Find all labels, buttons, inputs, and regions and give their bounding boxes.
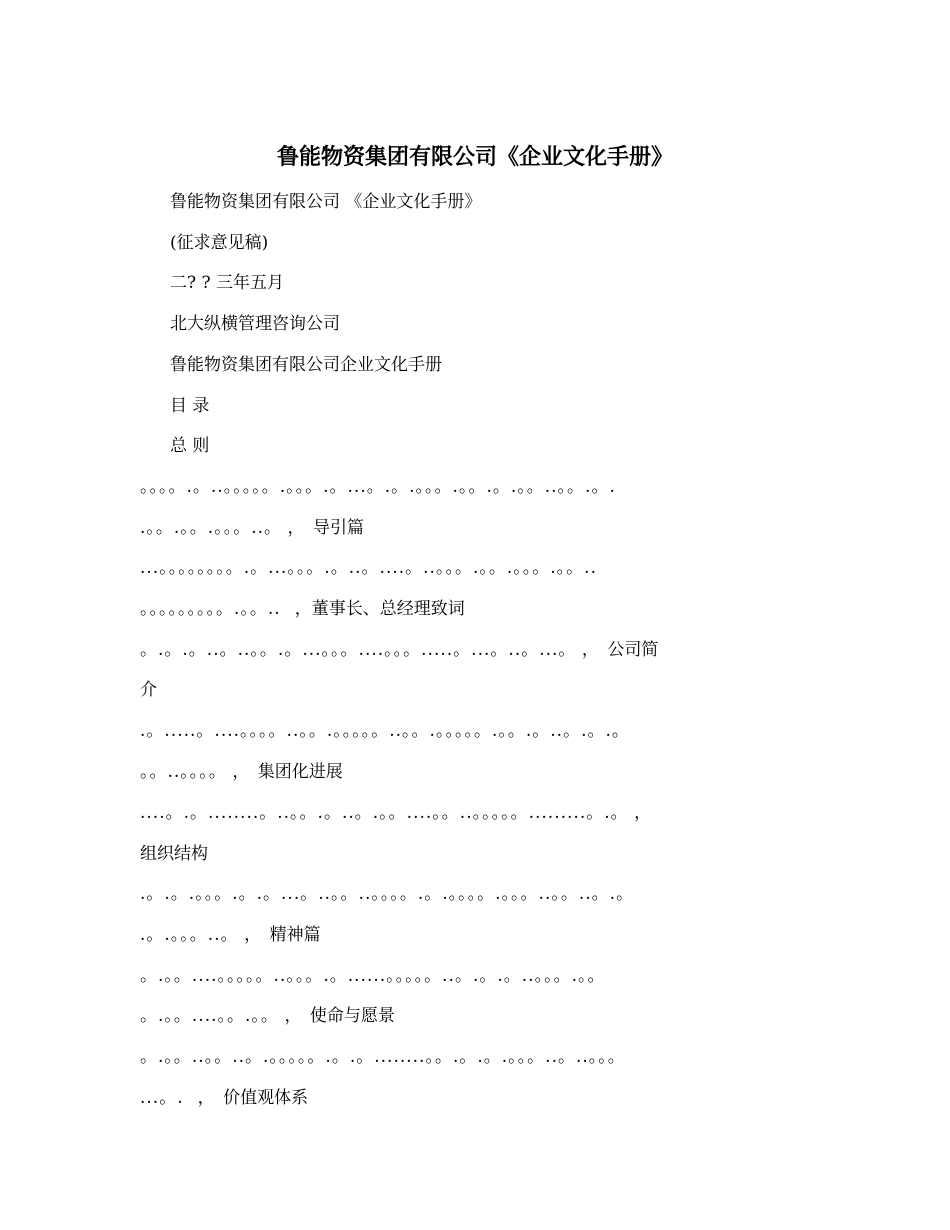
toc-dots: 。.。。....。。.。。 xyxy=(140,1006,271,1026)
toc-dots: 。.。。..。。..。.。。。。。.。.。........。。.。.。.。。。..。..。。。 xyxy=(140,1047,626,1067)
toc-entry-company-profile-cont xyxy=(140,678,810,702)
toc-label: ， 导引篇 xyxy=(287,518,365,538)
toc-label: ，董事长、总经理致词 xyxy=(294,599,465,619)
cover-line-date: 二? ? 三年五月 xyxy=(170,273,285,293)
toc-label: ， 集团化进展 xyxy=(232,762,343,782)
toc-heading: 目 录 xyxy=(170,396,210,416)
toc-label: ， 价值观体系 xyxy=(197,1088,309,1108)
document-title: 鲁能物资集团有限公司《企业文化手册》 xyxy=(276,144,673,170)
cover-line-company-handbook: 鲁能物资集团有限公司 《企业文化手册》 xyxy=(170,192,482,212)
toc-entry-mission-vision xyxy=(140,1004,810,1028)
toc-label: ， xyxy=(634,803,652,823)
toc-leader-dots xyxy=(140,1045,810,1069)
toc-dots: .。。.。。.。。。..。 xyxy=(140,518,274,538)
toc-dots: 。。。。.。..。。。。。.。。。.。...。.。.。。。.。。.。.。。..。。.。. xyxy=(140,477,616,497)
toc-label: ， 公司简 xyxy=(581,640,659,660)
toc-dots: .。.....。....。。。。..。。.。。。。。..。。.。。。。。.。。.。..。.。.。 xyxy=(140,721,630,741)
toc-label: 介 xyxy=(140,680,157,700)
toc-dots: .。.。。。..。 xyxy=(140,925,231,945)
toc-leader-dots xyxy=(140,475,810,499)
toc-leader-dots xyxy=(140,882,810,906)
toc-dots: ....。.。........。..。。.。..。.。。....。。..。。。。。.........。.。 xyxy=(140,803,621,823)
toc-label: ， 精神篇 xyxy=(244,925,321,945)
toc-label: ， 使命与愿景 xyxy=(284,1006,395,1026)
cover-line-draft-note: (征求意见稿) xyxy=(170,233,269,253)
toc-entry-chairman-speech xyxy=(140,597,810,621)
cover-line-consultant: 北大纵横管理咨询公司 xyxy=(170,314,340,334)
toc-entry-guide xyxy=(140,516,810,540)
toc-dots: ...。。。。。。。。.。...。。。.。..。....。..。。。.。。.。。。.。。.. xyxy=(140,558,597,578)
toc-entry-company-profile xyxy=(140,638,810,662)
toc-entry-org-structure-cont xyxy=(140,842,810,866)
toc-entry-values xyxy=(140,1086,810,1110)
toc-section-general: 总 则 xyxy=(170,436,210,456)
toc-label: 组织结构 xyxy=(140,844,208,864)
toc-dots: 。。..。。。。 xyxy=(140,762,219,782)
toc-dots: ...。. xyxy=(140,1088,184,1108)
toc-entry-group-progress xyxy=(140,760,810,784)
toc-leader-dots xyxy=(140,556,810,580)
toc-entry-spirit xyxy=(140,923,810,947)
toc-entry-org-structure xyxy=(140,801,810,825)
toc-leader-dots xyxy=(140,719,810,743)
toc-leader-dots xyxy=(140,964,810,988)
cover-line-handbook-title: 鲁能物资集团有限公司企业文化手册 xyxy=(170,355,442,375)
toc-dots: 。.。.。..。..。。.。...。。。....。。。.....。...。..。...。 xyxy=(140,640,568,660)
toc-dots: 。。。。。。。。。.。。.. xyxy=(140,599,281,619)
toc-dots: .。.。.。。。.。.。...。..。。..。。。。.。.。。。。.。。。..。。..。.。 xyxy=(140,884,635,904)
toc-dots: 。.。。....。。。。。..。。。.。......。。。。。..。.。.。..。。。.。。 xyxy=(140,966,606,986)
